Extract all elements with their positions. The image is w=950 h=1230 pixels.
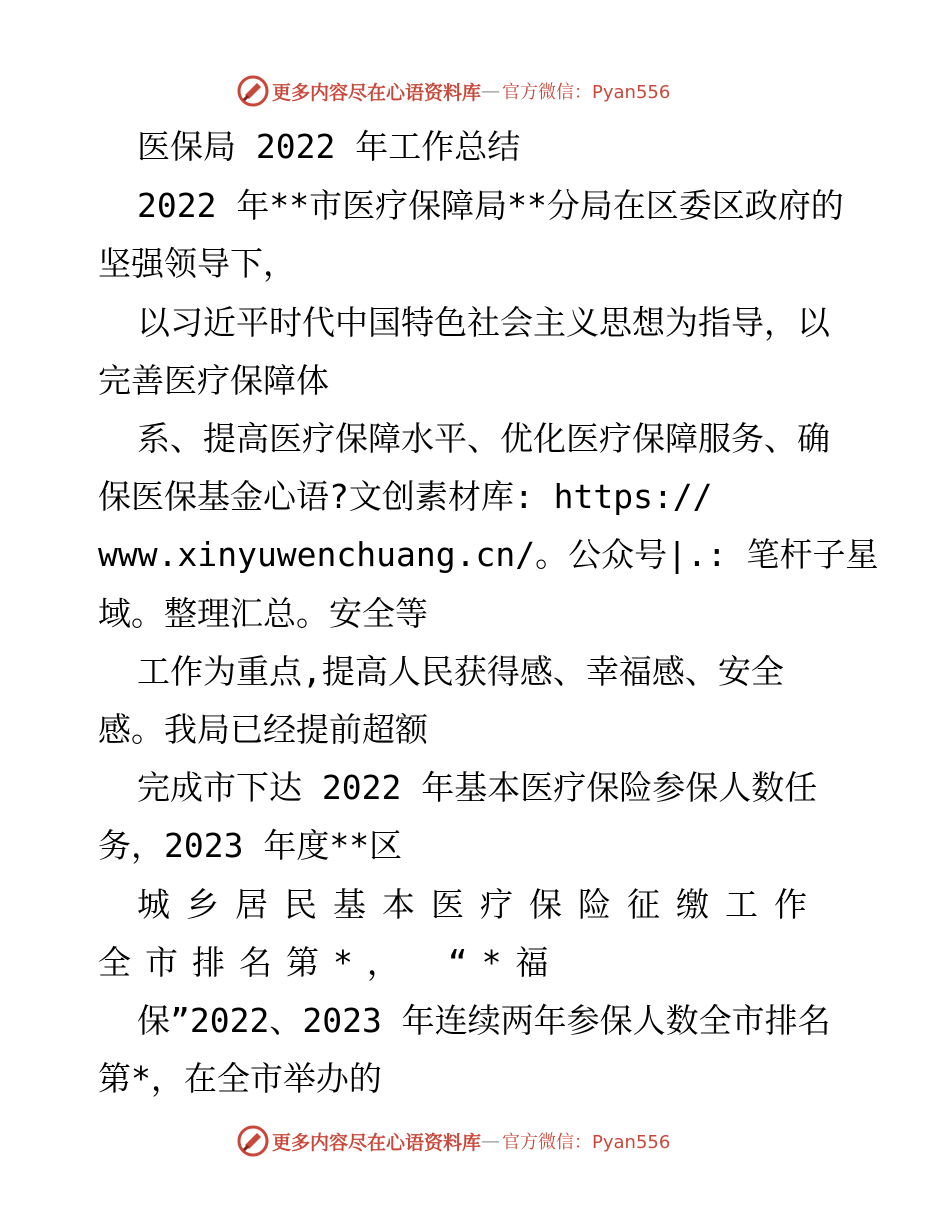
paragraph-line: 坚强领导下，	[98, 244, 296, 283]
paragraph-line: 务，2023 年度**区	[98, 826, 403, 865]
logo-icon	[236, 1124, 270, 1158]
paragraph-line: 工作为重点,提高人民获得感、幸福感、安全	[137, 652, 784, 691]
banner-contact: 官方微信：Pyan556	[502, 1132, 671, 1153]
logo-icon	[236, 74, 270, 108]
paragraph-line: 系、提高医疗保障水平、优化医疗保障服务、确	[137, 419, 830, 458]
banner-separator: —	[481, 80, 501, 102]
paragraph-line: 保医保基金心语?文创素材库: https://	[98, 477, 713, 516]
header-banner	[236, 74, 670, 108]
banner-contact: 官方微信：Pyan556	[502, 82, 671, 103]
paragraph-line: 完善医疗保障体	[98, 361, 329, 400]
paragraph-line: 感。我局已经提前超额	[98, 710, 428, 749]
banner-text: 更多内容尽在心语资料库	[272, 81, 482, 104]
banner-text: 更多内容尽在心语资料库	[272, 1131, 482, 1154]
paragraph-line: 第*，在全市举办的	[98, 1059, 382, 1098]
paragraph-line: 保”2022、2023 年连续两年参保人数全市排名	[137, 1001, 831, 1040]
banner-separator: —	[481, 1130, 501, 1152]
paragraph-line: 完成市下达 2022 年基本医疗保险参保人数任	[137, 768, 818, 807]
paragraph-line: 城乡居民基本医疗保险征缴工作	[137, 885, 823, 924]
footer-banner	[236, 1124, 670, 1158]
paragraph-line: 以习近平时代中国特色社会主义思想为指导，以	[137, 303, 830, 342]
paragraph-line: 全市排名第*， “*福	[98, 943, 563, 982]
paragraph-line: www.xinyuwenchuang.cn/。公众号|.: 笔杆子星	[98, 535, 879, 574]
document-title: 医保局 2022 年工作总结	[137, 127, 521, 166]
paragraph-line: 2022 年**市医疗保障局**分局在区委区政府的	[137, 186, 844, 225]
paragraph-line: 域。整理汇总。安全等	[98, 594, 428, 633]
